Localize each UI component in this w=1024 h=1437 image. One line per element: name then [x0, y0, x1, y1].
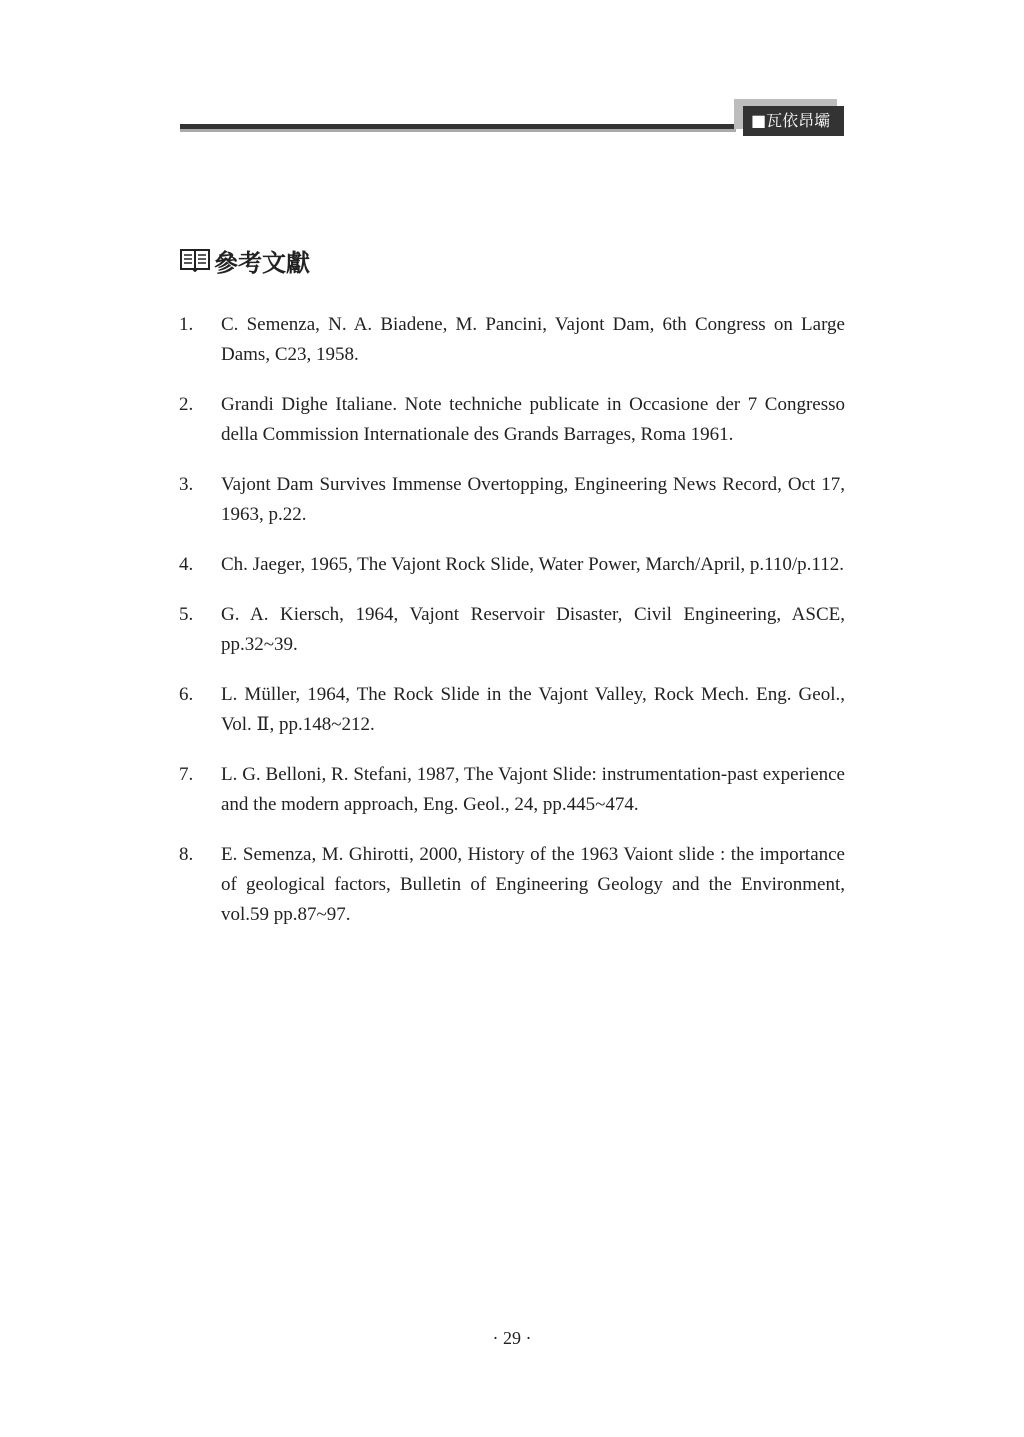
header-rule-shadow	[180, 129, 736, 132]
reference-number: 8.	[179, 844, 194, 865]
references-heading	[180, 240, 310, 280]
reference-number: 4.	[179, 554, 194, 575]
reference-text: Ch. Jaeger, 1965, The Vajont Rock Slide, Water Power, March/April, p.110/p.112.	[221, 554, 844, 575]
reference-item-7	[179, 760, 845, 820]
reference-item-4	[179, 550, 845, 580]
open-book-icon	[180, 248, 210, 272]
section-title: 參考文獻	[214, 248, 310, 277]
reference-number: 7.	[179, 764, 194, 785]
page-number: · 29 ·	[492, 1328, 532, 1348]
reference-number: 5.	[179, 604, 194, 625]
reference-text: L. Müller, 1964, The Rock Slide in the Vajont Valley, Rock Mech. Eng. Geol., Vol. Ⅱ, pp.148~212.	[221, 684, 845, 735]
reference-item-1	[179, 310, 845, 370]
reference-number: 3.	[179, 474, 194, 495]
reference-text: Grandi Dighe Italiane. Note techniche publicate in Occasione der 7 Congresso della Commission Internationale des Grands Barrages, Roma 1961.	[221, 394, 845, 445]
chapter-tab: ■瓦依昂壩	[743, 106, 844, 136]
reference-item-5	[179, 600, 845, 660]
reference-text: E. Semenza, M. Ghirotti, 2000, History of the 1963 Vaiont slide : the importance of geological factors, Bulletin of Engineering Geology and the Environment, vol.59 pp.87~97.	[221, 844, 845, 925]
reference-item-8	[179, 840, 845, 930]
reference-item-2	[179, 390, 845, 450]
reference-text: Vajont Dam Survives Immense Overtopping, Engineering News Record, Oct 17, 1963, p.22.	[221, 474, 845, 525]
reference-number: 2.	[179, 394, 194, 415]
reference-item-6	[179, 680, 845, 740]
reference-item-3	[179, 470, 845, 530]
reference-number: 1.	[179, 314, 194, 335]
reference-text: C. Semenza, N. A. Biadene, M. Pancini, Vajont Dam, 6th Congress on Large Dams, C23, 1958.	[221, 314, 845, 365]
reference-list	[179, 310, 845, 950]
reference-number: 6.	[179, 684, 194, 705]
reference-text: G. A. Kiersch, 1964, Vajont Reservoir Disaster, Civil Engineering, ASCE, pp.32~39.	[221, 604, 845, 655]
reference-text: L. G. Belloni, R. Stefani, 1987, The Vajont Slide: instrumentation-past experience and the modern approach, Eng. Geol., 24, pp.445~474.	[221, 764, 845, 815]
